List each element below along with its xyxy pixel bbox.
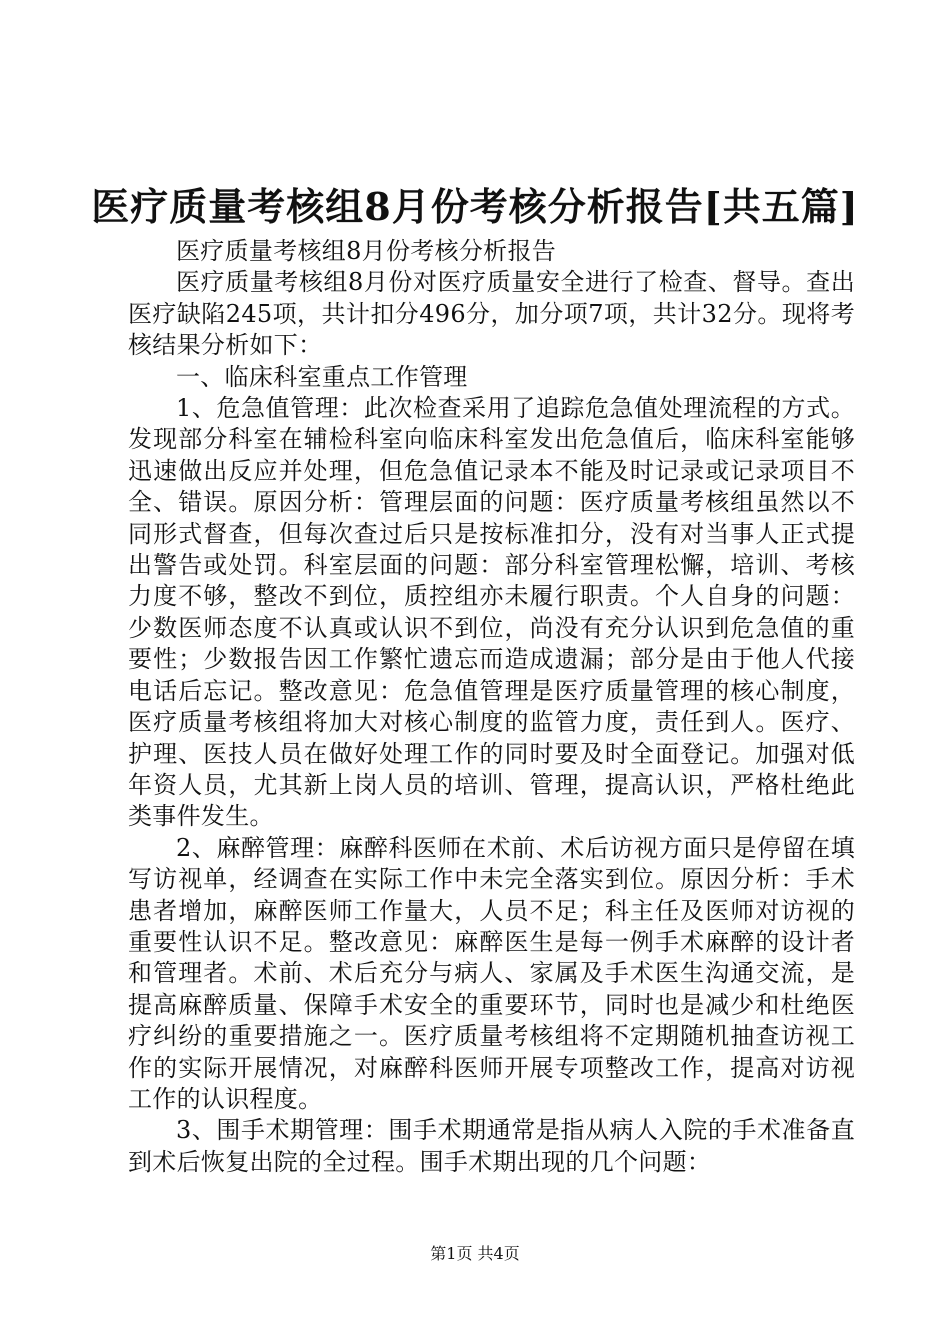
paragraph-anesthesia: 2、麻醉管理：麻醉科医师在术前、术后访视方面只是停留在填写访视单，经调查在实际工作中未完全落实到位。原因分析：手术患者增加，麻醉医师工作量大，人员不足；科主任及医师对访视的重要性认识不足。整改意见：麻醉医生是每一例手术麻醉的设计者和管理者。术前、术后充分与病人、家属及手术医生沟通交流，是提高麻醉质量、保障手术安全的重要环节，同时也是减少和杜绝医疗纠纷的重要措施之一。医疗质量考核组将不定期随机抽查访视工作的实际开展情况，对麻醉科医师开展专项整改工作，提高对访视工作的认识程度。	[128, 833, 855, 1113]
section-heading: 一、临床科室重点工作管理	[176, 362, 468, 391]
page-footer: 第1页 共4页	[430, 1244, 520, 1263]
paragraph-perioperative: 3、围手术期管理：围手术期通常是指从病人入院的手术准备直到术后恢复出院的全过程。围手术期出现的几个问题：	[128, 1116, 855, 1176]
document-body	[128, 236, 855, 1178]
paragraph-critical-value: 1、危急值管理：此次检查采用了追踪危急值处理流程的方式。发现部分科室在辅检科室向临床科室发出危急值后，临床科室能够迅速做出反应并处理，但危急值记录本不能及时记录或记录项目不全、错误。原因分析：管理层面的问题：医疗质量考核组虽然以不同形式督查，但每次查过后只是按标准扣分，没有对当事人正式提出警告或处罚。科室层面的问题：部分科室管理松懈，培训、考核力度不够，整改不到位，质控组亦未履行职责。个人自身的问题：少数医师态度不认真或认识不到位，尚没有充分认识到危急值的重要性；少数报告因工作繁忙遗忘而造成遗漏；部分是由于他人代接电话后忘记。整改意见：危急值管理是医疗质量管理的核心制度，医疗质量考核组将加大对核心制度的监管力度，责任到人。医疗、护理、医技人员在做好处理工作的同时要及时全面登记。加强对低年资人员，尤其新上岗人员的培训、管理，提高认识，严格杜绝此类事件发生。	[128, 394, 855, 831]
paragraph-subtitle: 医疗质量考核组8月份考核分析报告	[176, 237, 557, 265]
document-title: 医疗质量考核组8月份考核分析报告[共五篇]	[91, 184, 859, 229]
paragraph-intro: 医疗质量考核组8月份对医疗质量安全进行了检查、督导。查出医疗缺陷245项，共计扣分496分，加分项7项，共计32分。现将考核结果分析如下：	[128, 268, 855, 360]
